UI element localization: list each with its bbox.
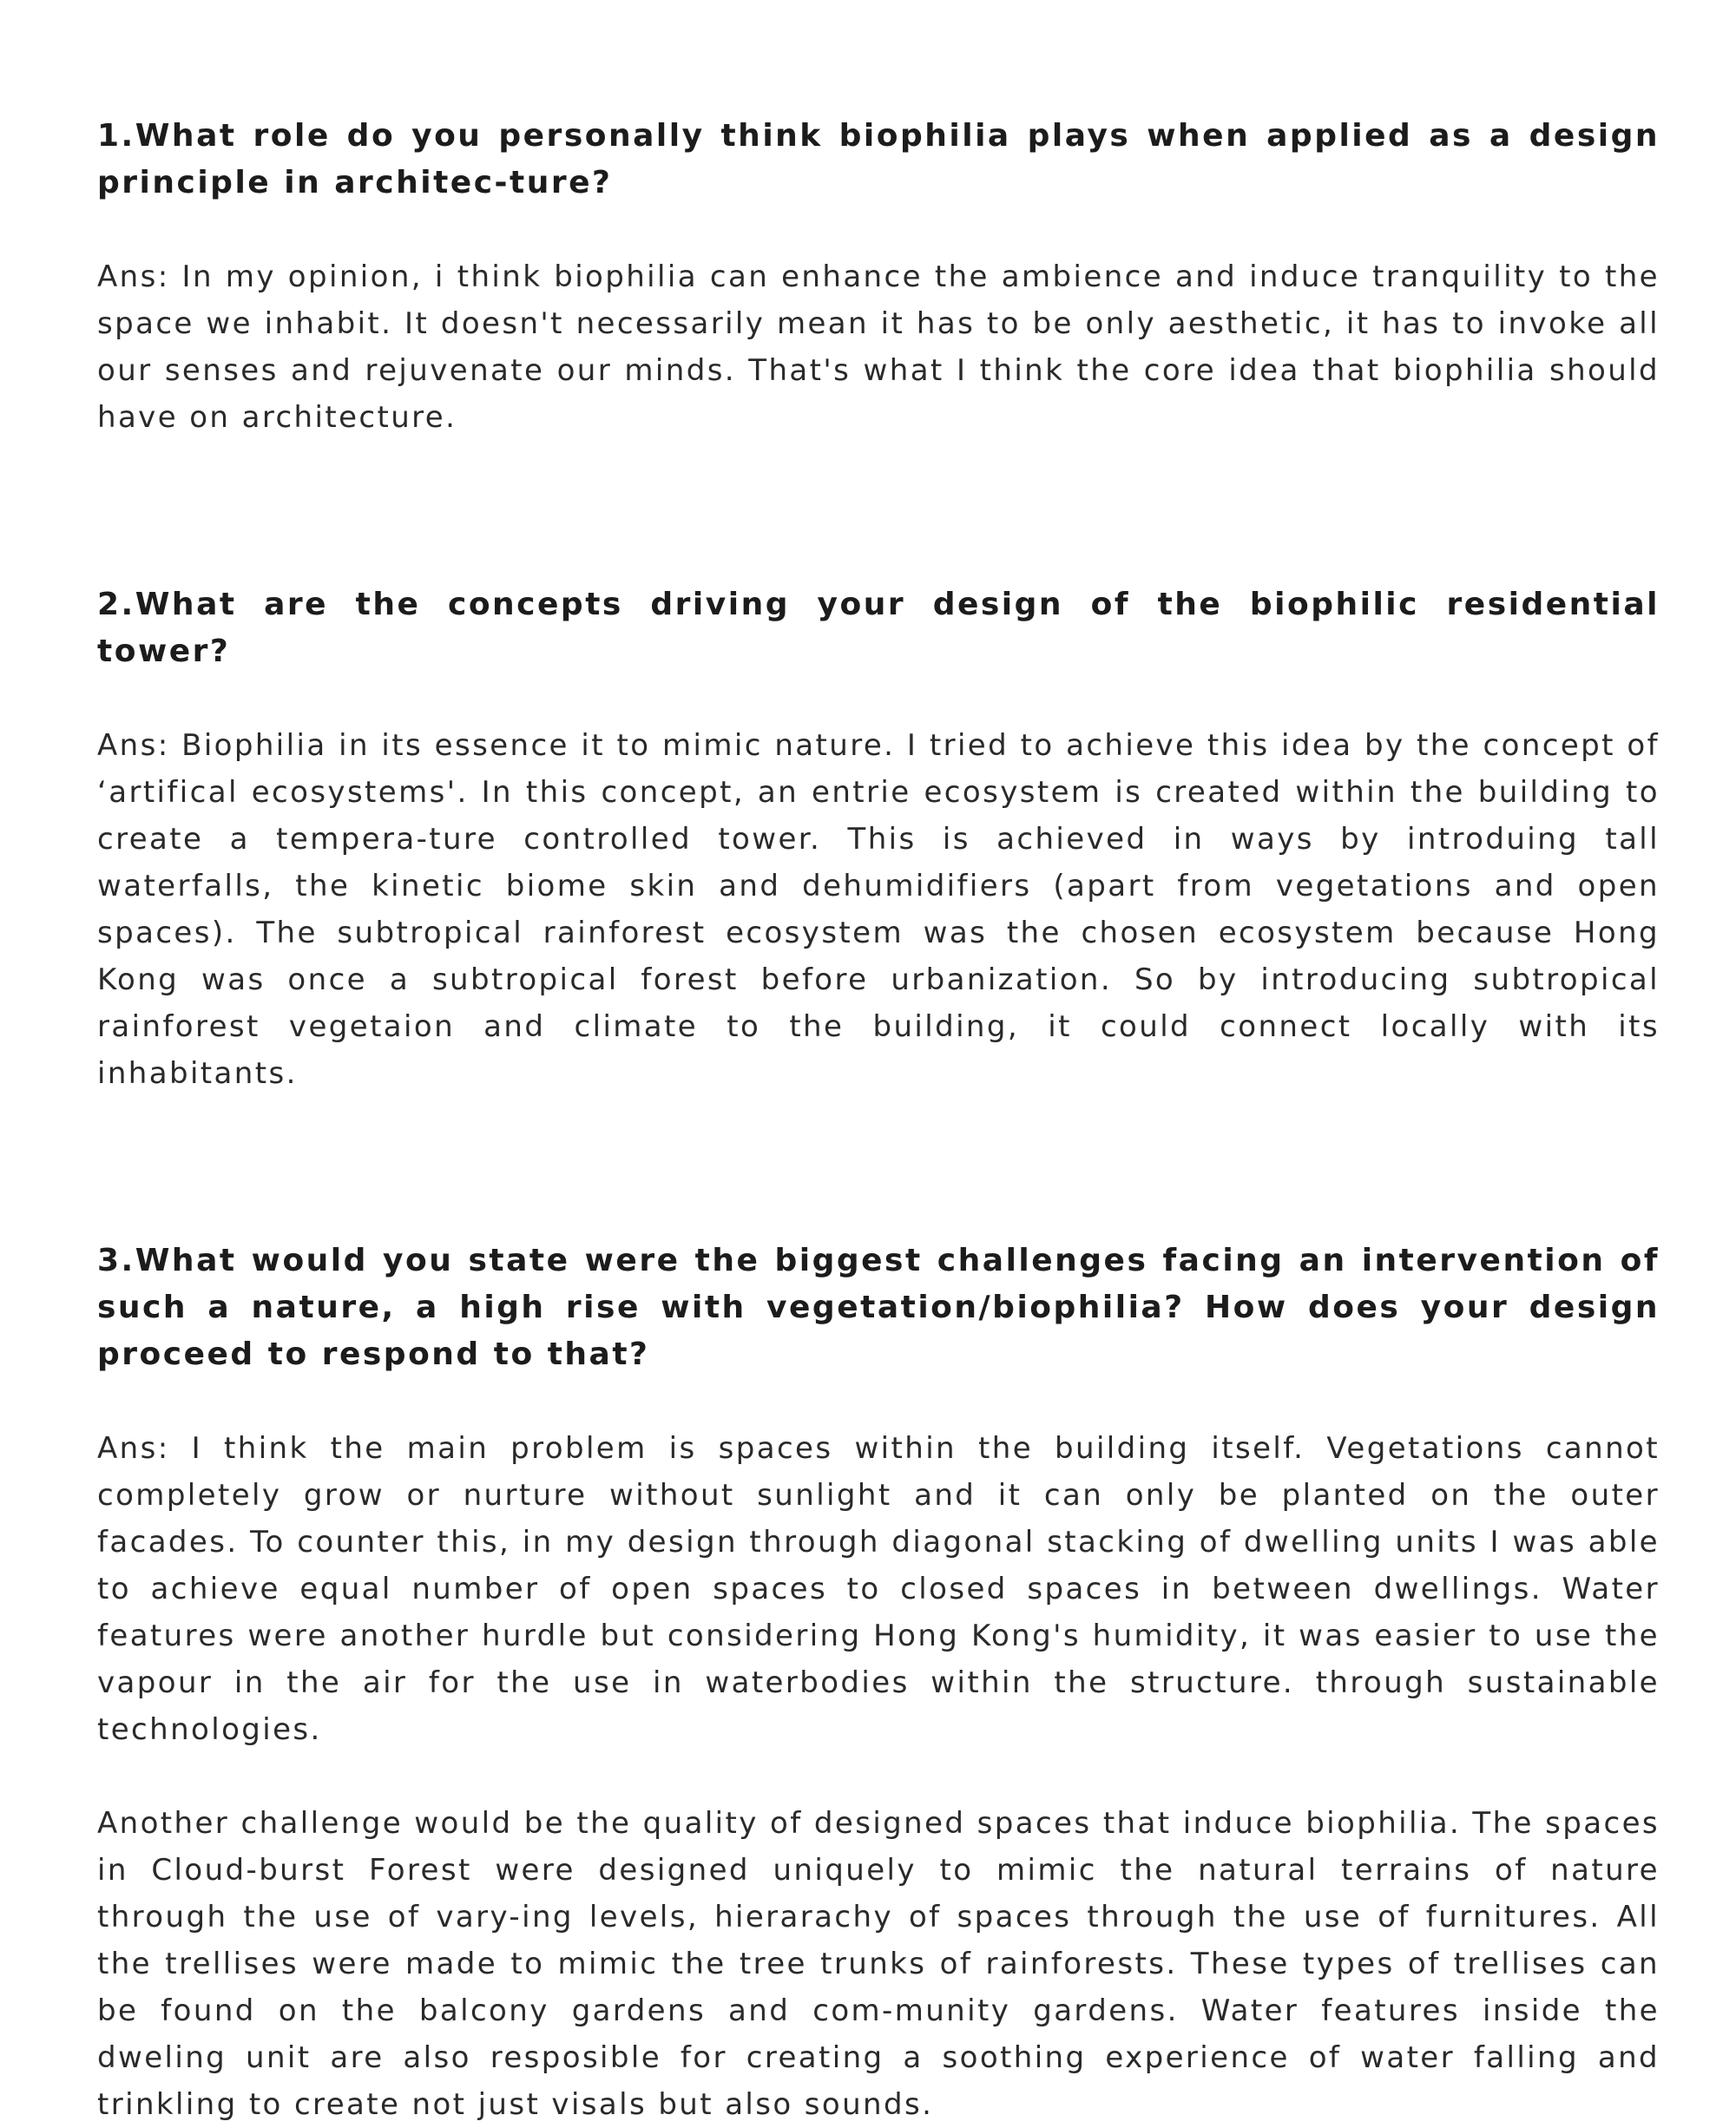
question-2: 2.What are the concepts driving your design of the biophilic residential tower? — [97, 587, 1660, 669]
answer-3-paragraph-1: Ans: I think the main problem is spaces within the building itself. Vegetations cannot completely grow or nurture without sunlight and it can only be planted on the outer facades. To counter this, in my design through diagonal stacking of dwelling units I was able to achieve equal number of open spaces to closed spaces in between dwellings. Water features were another hurdle but considering Hong Kong's humidity, it was easier to use the vapour in the air for the use in waterbodies within the structure. through sustainable technologies. — [97, 1431, 1660, 1747]
qa-section-1 — [97, 113, 1660, 441]
question-3: 3.What would you state were the biggest challenges facing an intervention of such a nature, a high rise with vegetation/biophilia? How does your design proceed to respond to that? — [97, 1243, 1660, 1372]
answer-1-paragraph-1: Ans: In my opinion, i think biophilia can enhance the ambience and induce tranquility to the space we inhabit. It doesn't necessarily mean it has to be only aesthetic, it has to invoke all our senses and rejuvenate our minds. That's what I think the core idea that biophilia should have on architecture. — [97, 259, 1660, 435]
answer-3-paragraph-2: Another challenge would be the quality of designed spaces that induce biophilia. The spaces in Cloud-burst Forest were designed uniquely to mimic the natural terrains of nature through the use of vary-ing levels, hierarachy of spaces through the use of furnitures. All the trellises were made to mimic the tree trunks of rainforests. These types of trellises can be found on the balcony gardens and com-munity gardens. Water features inside the dweling unit are also resposible for creating a soothing experience of water falling and trinkling to create not just visals but also sounds. — [97, 1806, 1660, 2122]
document-page — [97, 113, 1660, 2128]
answer-2-paragraph-1: Ans: Biophilia in its essence it to mimic nature. I tried to achieve this idea by the concept of ‘artifical ecosystems'. In this concept, an entrie ecosystem is created within the building to create a tempera-ture controlled tower. This is achieved in ways by introduing tall waterfalls, the kinetic biome skin and dehumidifiers (apart from vegetations and open spaces). The subtropical rainforest ecosystem was the chosen ecosystem because Hong Kong was once a subtropical forest before urbanization. So by introducing subtropical rainforest vegetaion and climate to the building, it could connect locally with its inhabitants. — [97, 728, 1660, 1091]
qa-section-2 — [97, 581, 1660, 1097]
question-1: 1.What role do you personally think biophilia plays when applied as a design principle in architec-ture? — [97, 118, 1660, 200]
qa-section-3 — [97, 1238, 1660, 2128]
